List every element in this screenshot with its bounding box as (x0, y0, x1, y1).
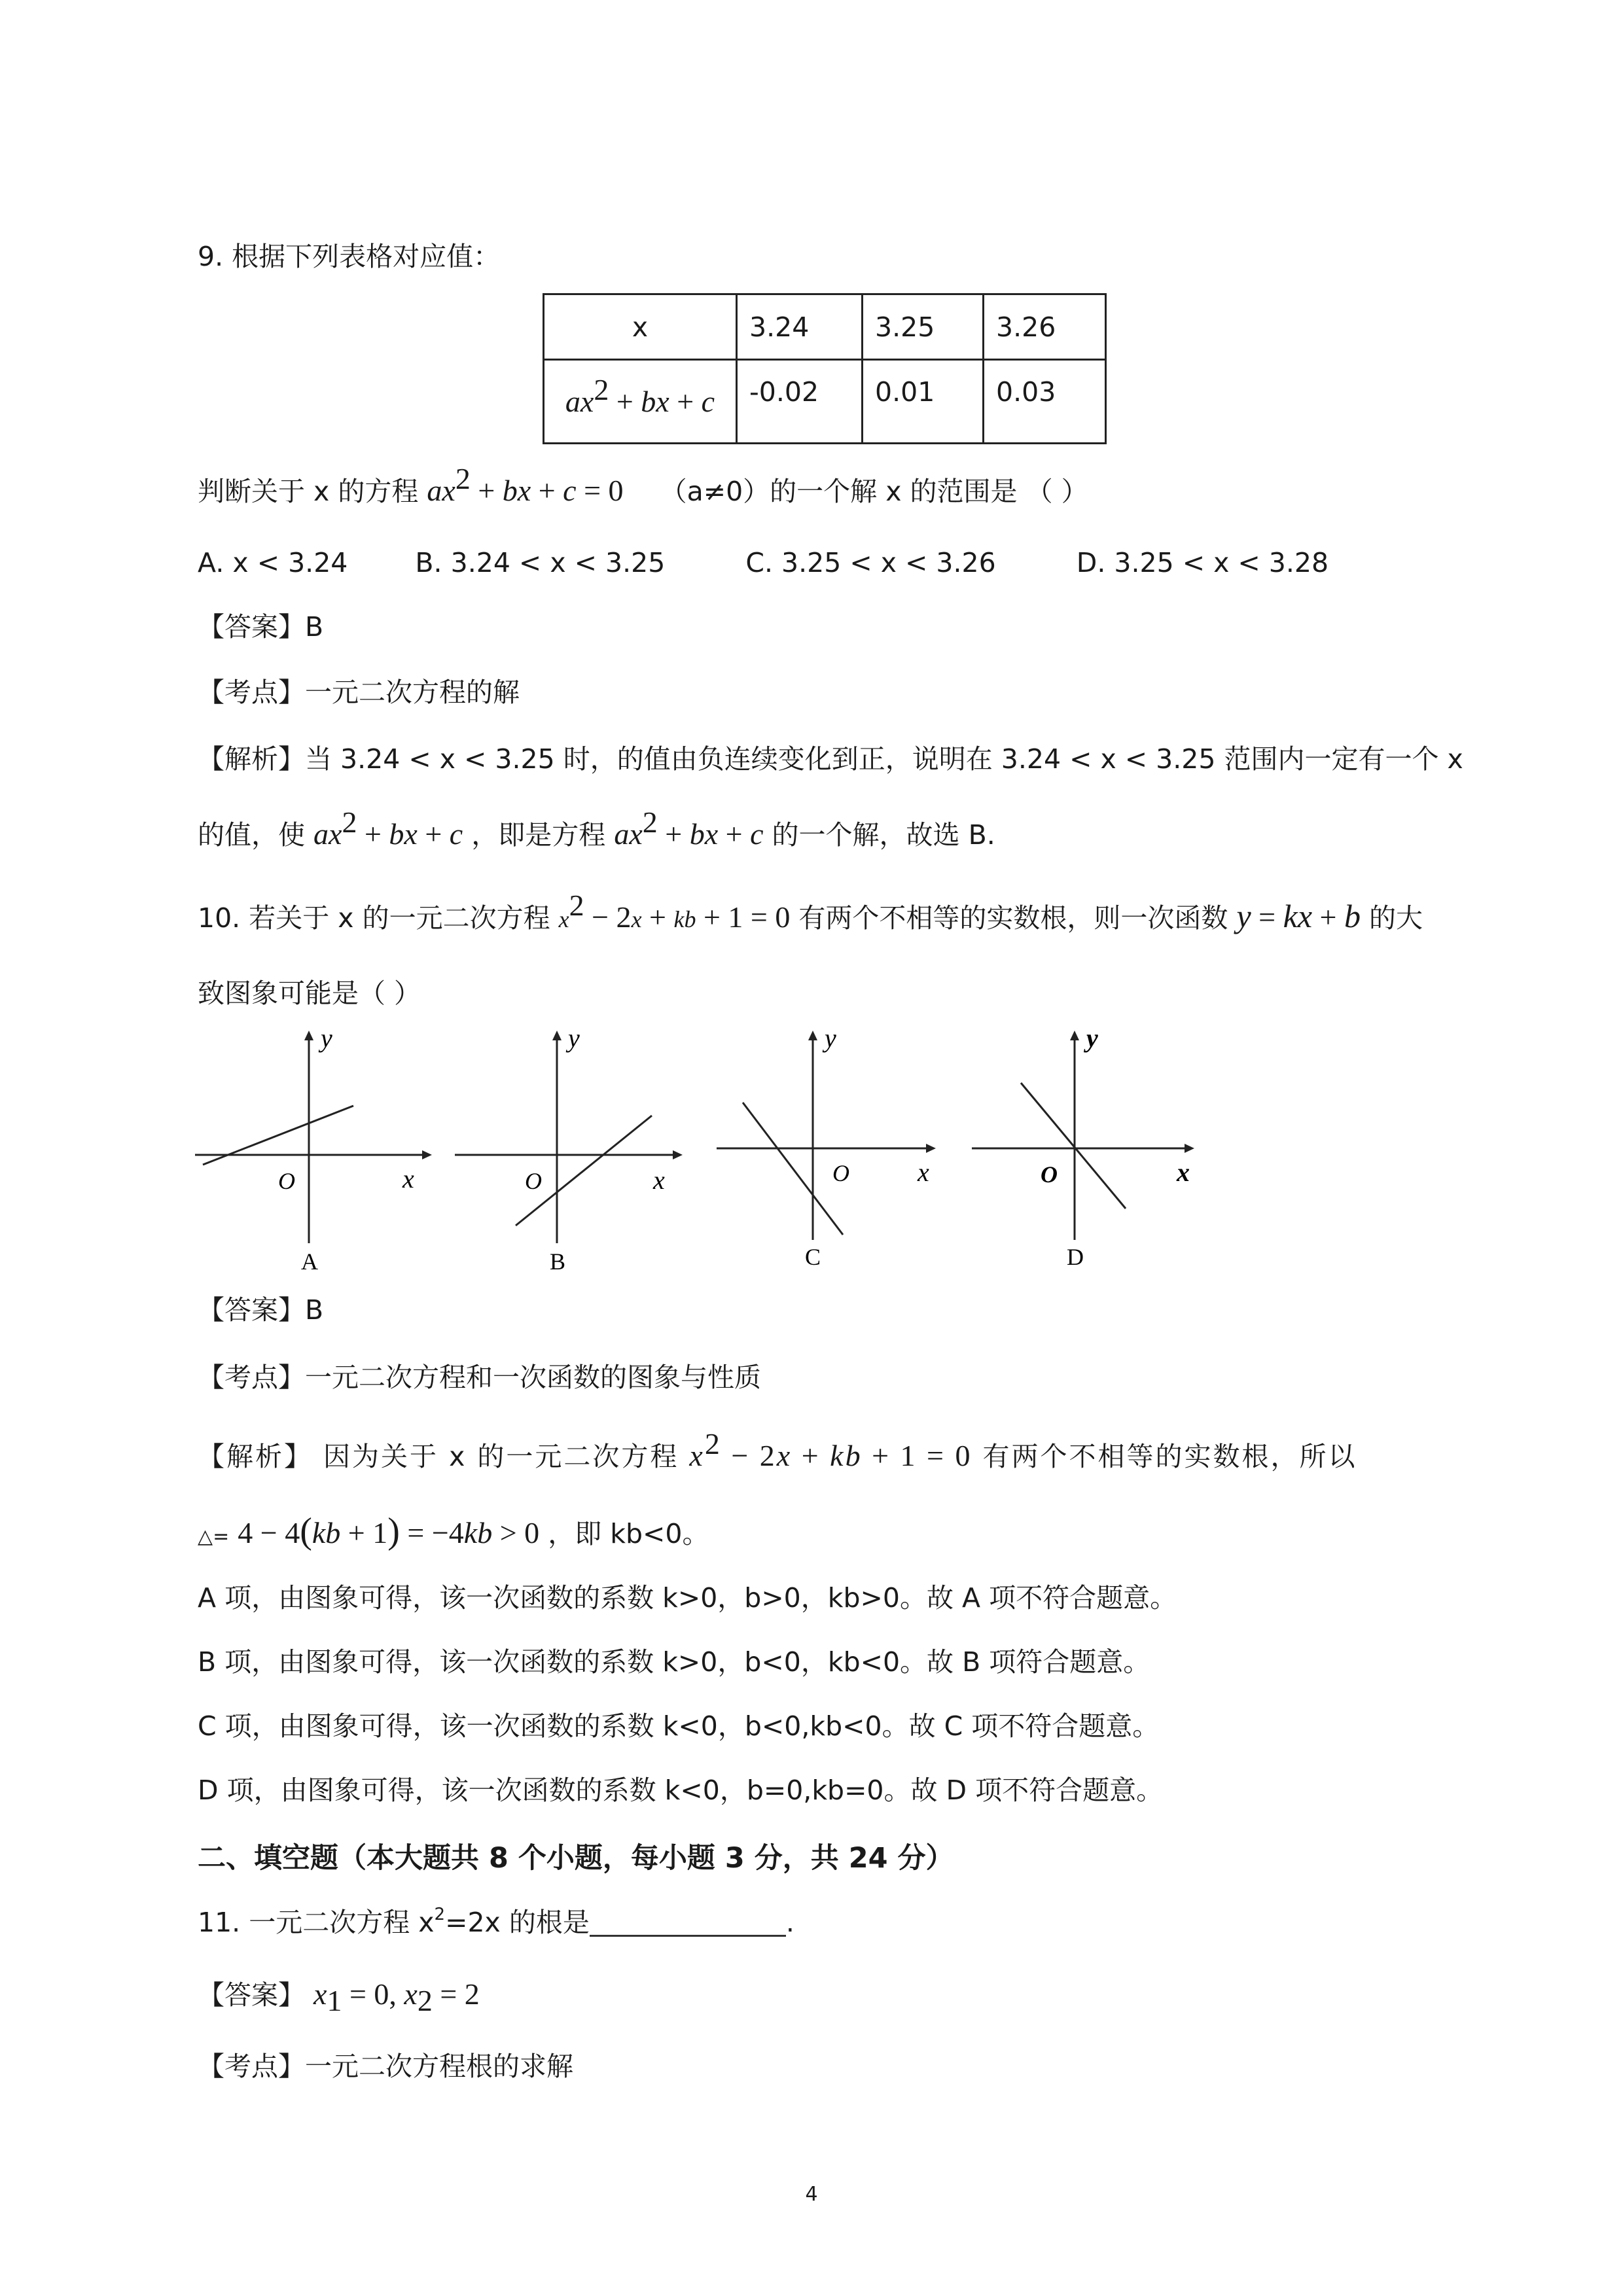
table-cell-expression: $ax^2$ + bx + c (544, 360, 737, 444)
q10-item-a: A 项，由图象可得，该一次函数的系数 k>0，b>0，kb>0。故 A 项不符合题意。 (198, 1582, 1177, 1614)
q9-options (198, 543, 1329, 582)
graph-b-label: B (550, 1248, 566, 1275)
origin-label: O (832, 1160, 849, 1186)
graph-c-label: C (805, 1244, 821, 1270)
q10-item-c: C 项，由图象可得，该一次函数的系数 k<0，b<0,kb<0。故 C 项不符合题意。 (198, 1710, 1160, 1742)
answer-label: 【答案】 (198, 611, 305, 643)
q10-item-d: D 项，由图象可得，该一次函数的系数 k<0，b=0,kb=0。故 D 项不符合题意。 (198, 1775, 1164, 1806)
q9-value-table (543, 293, 1107, 444)
answer-label: 【答案】 (198, 1294, 305, 1326)
q11-answer-formula: $x_1 = 0$, $x_2 = 2$ (313, 1977, 480, 2017)
jiexi-text: 的一个解，故选 B. (772, 819, 995, 851)
q9-expression: $ax^2$ + bx + c (313, 805, 463, 851)
q9-option-b: B. 3.24 < x < 3.25 (415, 547, 666, 578)
section2-heading: 二、填空题（本大题共 8 个小题，每小题 3 分，共 24 分） (198, 1842, 954, 1875)
q9-jiexi-line2 (198, 805, 995, 855)
graph-a (195, 1023, 432, 1275)
origin-label: O (278, 1168, 295, 1194)
q10-discriminant: 4 − 4(kb + 1) = −4kb > 0 (238, 1511, 540, 1551)
q9-option-a: A. x < 3.24 (198, 547, 348, 578)
jiexi-text: ，即是方程 (471, 819, 606, 851)
kaodian-label: 【考点】 (198, 677, 305, 708)
graph-d (972, 1023, 1194, 1270)
q10-item-b: B 项，由图象可得，该一次函数的系数 k>0，b<0，kb<0。故 B 项符合题意。 (198, 1646, 1150, 1678)
q11-kaodian (198, 2047, 573, 2086)
q10-graph-options (190, 1017, 1211, 1279)
q10-answer (198, 1290, 323, 1330)
origin-label: O (525, 1168, 542, 1194)
page-number: 4 (805, 2183, 818, 2206)
jiexi-text: 因为关于 x 的一元二次方程 (323, 1441, 679, 1472)
graph-a-label: A (301, 1248, 318, 1275)
q10-stem-text: 10. 若关于 x 的一元二次方程 (198, 902, 550, 934)
q10-jiexi-line2 (198, 1511, 709, 1557)
q10-equation: $x^2 - 2x$ + kb + 1 = 0 (558, 889, 791, 934)
q11-superscript: 2 (434, 1905, 446, 1924)
delta-symbol: △= (198, 1525, 230, 1548)
jiexi-text: ，即 kb<0。 (548, 1518, 709, 1549)
q9-stem: 9. 根据下列表格对应值： (198, 241, 501, 272)
answer-blank (590, 1909, 786, 1937)
q11-answer (198, 1975, 480, 2015)
y-axis-label: y (568, 1023, 580, 1053)
q11-stem-end: . (785, 1907, 794, 1938)
q10-stem-text: 的大 (1369, 902, 1423, 934)
q9-expression: $ax^2$ + bx + c (614, 805, 764, 851)
x-axis-label: x (918, 1157, 929, 1187)
graph-c-line (743, 1103, 843, 1235)
jiexi-text: 的值，使 (198, 819, 305, 851)
kaodian-text: 一元二次方程和一次函数的图象与性质 (305, 1362, 761, 1393)
x-axis-label: x (1177, 1157, 1190, 1187)
q9-answer (198, 607, 323, 646)
y-axis-label: y (825, 1023, 836, 1053)
q9-jiexi-line1 (198, 739, 1463, 779)
answer-value: B (305, 611, 324, 643)
q11-stem (198, 1903, 794, 1942)
jiexi-label: 【解析】 (198, 1441, 313, 1472)
q9-equation: $ax^2$ + bx + c = 0 (427, 462, 624, 507)
table-cell: 3.24 (737, 294, 863, 360)
q10-stem-text: 有两个不相等的实数根，则一次函数 (798, 902, 1228, 934)
graph-b (455, 1023, 683, 1275)
kaodian-label: 【考点】 (198, 2051, 305, 2082)
x-axis-label: x (653, 1165, 665, 1195)
q9-judge-line (198, 462, 1088, 511)
table-cell: 0.03 (984, 360, 1106, 444)
q10-stem-line1 (198, 889, 1423, 939)
y-axis-label: y (321, 1023, 332, 1053)
kaodian-label: 【考点】 (198, 1362, 305, 1393)
q9-paren: （ ） (1026, 476, 1088, 507)
q9-judge-prefix: 判断关于 x 的方程 (198, 476, 419, 507)
jiexi-text: 有两个不相等的实数根，所以 (982, 1441, 1357, 1472)
table-cell: 3.26 (984, 294, 1106, 360)
table-cell: 3.25 (863, 294, 984, 360)
q10-kaodian (198, 1358, 761, 1397)
jiexi-label: 【解析】 (198, 743, 305, 775)
q9-option-c: C. 3.25 < x < 3.26 (745, 547, 996, 578)
table-cell: -0.02 (737, 360, 863, 444)
table-cell: 0.01 (863, 360, 984, 444)
answer-label: 【答案】 (198, 1979, 305, 2011)
q9-condition: （a≠0）的一个解 x 的范围是 (660, 476, 1018, 507)
q9-option-d: D. 3.25 < x < 3.28 (1076, 547, 1329, 578)
jiexi-text: 当 3.24 < x < 3.25 时，的值由负连续变化到正，说明在 3.24 < x < 3.25 范围内一定有一个 x (305, 743, 1463, 775)
x-axis-label: x (402, 1164, 414, 1193)
q10-equation: $x^2 - 2x$ + kb + 1 = 0 (689, 1427, 972, 1472)
q11-stem-text: =2x 的根是 (445, 1907, 590, 1938)
kaodian-text: 一元二次方程的解 (305, 677, 520, 708)
graph-c (717, 1023, 936, 1270)
y-axis-label: y (1086, 1023, 1098, 1053)
kaodian-text: 一元二次方程根的求解 (305, 2051, 573, 2082)
q10-linear-function: y = kx + b (1236, 898, 1361, 934)
q10-jiexi-line1 (198, 1427, 1357, 1476)
q9-kaodian (198, 673, 520, 712)
q11-stem-text: 11. 一元二次方程 x (198, 1907, 435, 1938)
graph-d-line (1021, 1083, 1126, 1209)
graph-d-label: D (1067, 1244, 1084, 1270)
table-cell-x-header: x (544, 294, 737, 360)
answer-value: B (305, 1294, 324, 1326)
q10-stem-line2: 致图象可能是（ ） (198, 978, 421, 1009)
origin-label: O (1041, 1161, 1058, 1188)
